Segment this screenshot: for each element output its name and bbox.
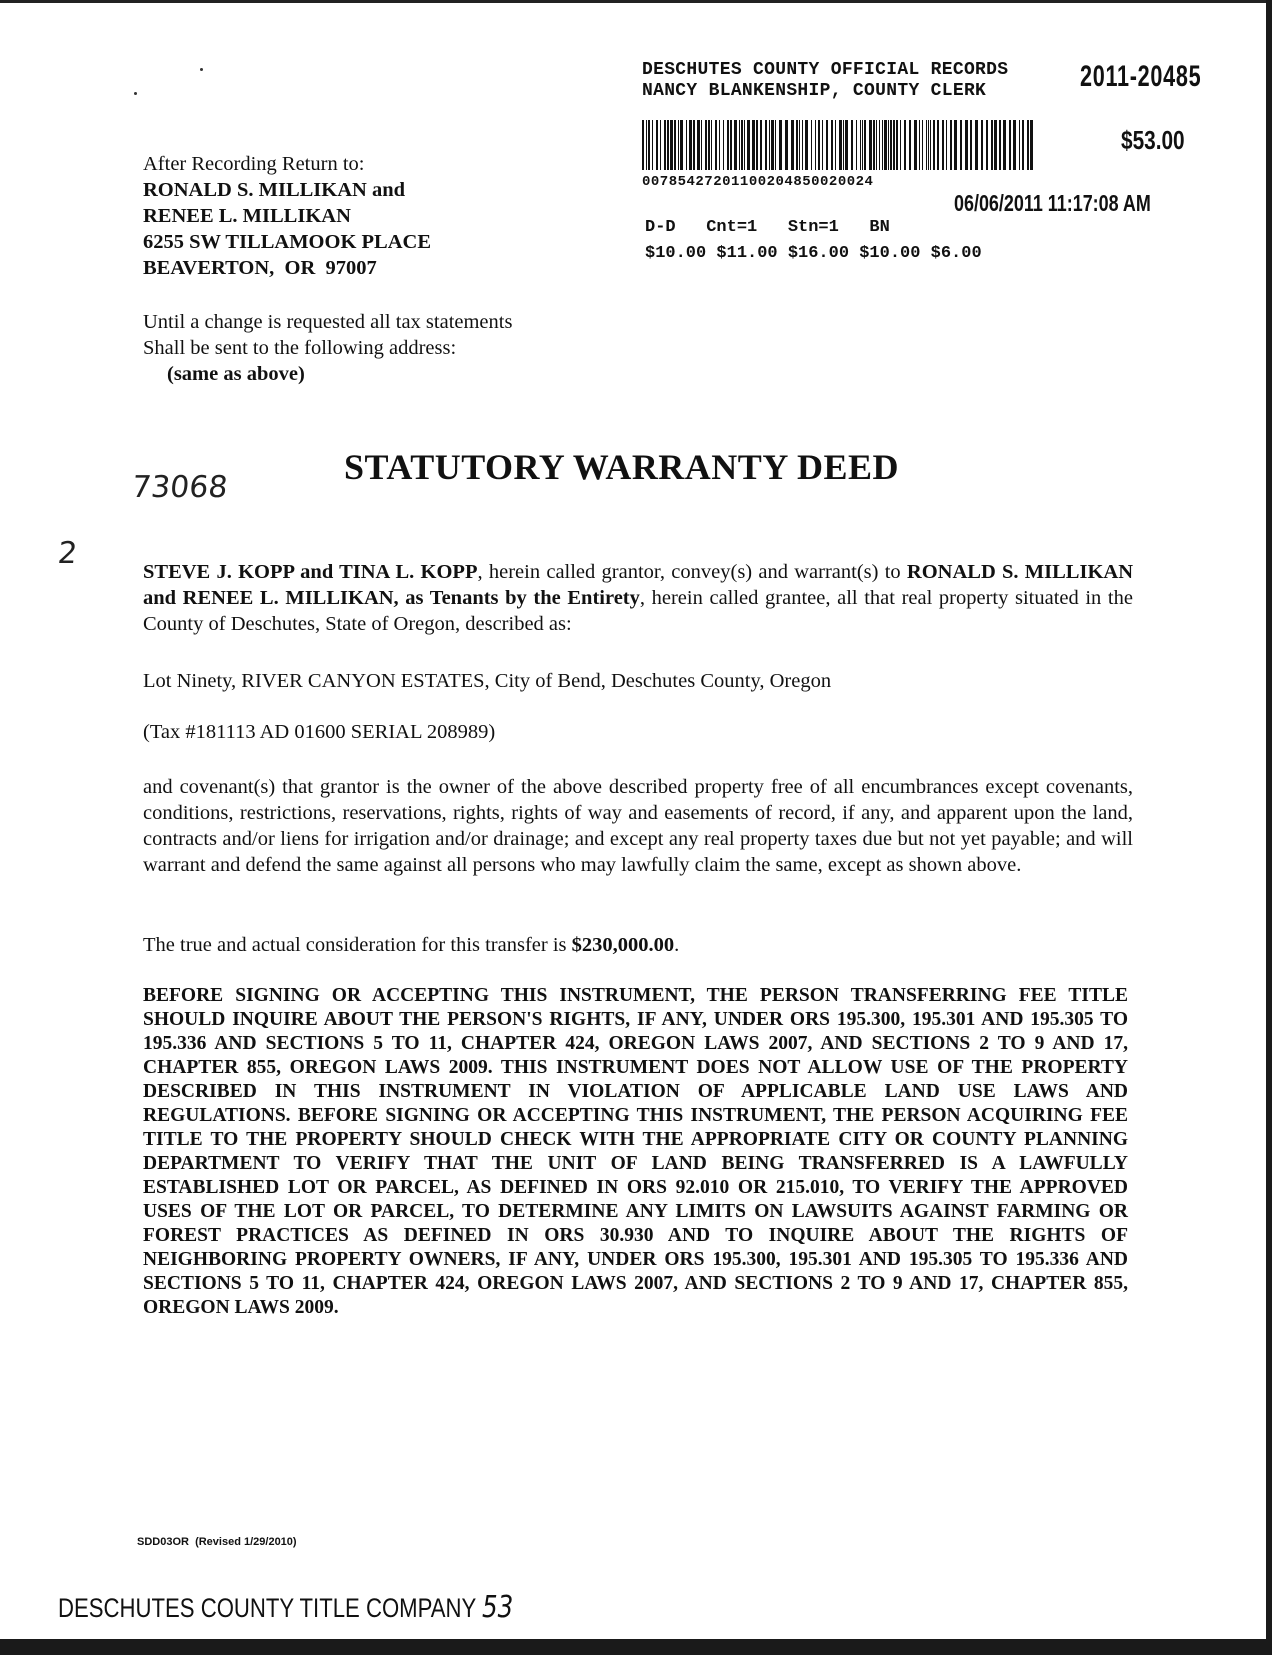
barcode-bar (711, 120, 712, 170)
return-heading: After Recording Return to: (143, 153, 365, 175)
barcode-bar (730, 120, 732, 170)
barcode-bar (1009, 120, 1011, 170)
barcode-bar (1022, 120, 1024, 170)
barcode-bar (741, 120, 743, 170)
barcode-bar (970, 120, 972, 170)
barcode-bar (646, 120, 647, 170)
barcode-bar (734, 120, 737, 170)
barcode-bar (765, 120, 767, 170)
barcode-bar (928, 120, 929, 170)
barcode-bar (960, 120, 962, 170)
barcode-bar (723, 120, 724, 170)
title-company-stamp (58, 1590, 513, 1625)
barcode-bar (756, 120, 758, 170)
barcode-bar (914, 120, 917, 170)
barcode-bar (660, 120, 661, 170)
covenant-paragraph: and covenant(s) that grantor is the owner of the above described property free of all encumbrances except covenants, conditions, restrictions, reservations, rights, rights of way and easements of record, if any, and apparent upon the land, contracts and/or liens for irrigation and/or drainage; and except any real property taxes due but not yet payable; and will warrant and defend the same against all persons who may lawfully claim the same, except as shown above. (143, 776, 1133, 876)
barcode-bar (652, 120, 653, 170)
barcode-bar (648, 120, 650, 170)
barcode-bar (708, 120, 710, 170)
barcode-bar (933, 120, 935, 170)
barcode-bar (856, 120, 857, 170)
return-street: 6255 SW TILLAMOOK PLACE (143, 231, 432, 253)
grantor-text: , herein called grantor, convey(s) and warrant(s) to (477, 561, 907, 583)
legal-description: Lot Ninety, RIVER CANYON ESTATES, City of Bend, Deschutes County, Oregon (143, 670, 832, 692)
scan-edge-bottom (0, 1639, 1272, 1655)
barcode-bar (719, 120, 720, 170)
barcode-bar (799, 120, 800, 170)
barcode-bar (656, 120, 658, 170)
barcode-bar (815, 120, 816, 170)
barcode-bar (835, 120, 836, 170)
recording-datetime: 06/06/2011 11:17:08 AM (954, 190, 1151, 216)
consideration-end: . (674, 934, 680, 956)
barcode-bar (879, 120, 880, 170)
barcode-bar (744, 120, 745, 170)
barcode-bar (805, 120, 808, 170)
barcode-bar (779, 120, 782, 170)
barcode-bar (678, 120, 679, 170)
barcode-bar (862, 120, 863, 170)
barcode-bar (701, 120, 702, 170)
tax-reference: (Tax #181113 AD 01600 SERIAL 208989) (143, 721, 496, 743)
barcode-bar (864, 120, 866, 170)
return-city-text: BEAVERTON, OR 97007 (143, 257, 377, 279)
barcode-bar (845, 120, 848, 170)
barcode-bar (802, 120, 803, 170)
form-code: SDD03OR (Revised 1/29/2010) (137, 1536, 297, 1548)
barcode-bar (975, 120, 978, 170)
grantor-names: STEVE J. KOPP and TINA L. KOPP (143, 561, 478, 583)
barcode-bar (873, 120, 875, 170)
barcode-bar (822, 120, 823, 170)
recording-codes (645, 218, 890, 237)
barcode-bar (904, 120, 906, 170)
barcode-bar (909, 120, 911, 170)
barcode-bar (890, 120, 892, 170)
barcode-bar (981, 120, 983, 170)
barcode-bar (843, 120, 844, 170)
record-number: 2011-20485 (1080, 60, 1202, 93)
barcode-bar (930, 120, 931, 170)
barcode-bar (752, 120, 755, 170)
barcode-bar (954, 120, 957, 170)
recording-barcode (642, 120, 1040, 170)
return-city (143, 255, 431, 281)
tax-line-1: Until a change is requested all tax statements (143, 311, 513, 333)
barcode-bar (999, 120, 1001, 170)
barcode-bar (876, 120, 877, 170)
barcode-bar (760, 120, 762, 170)
barcode-bar (926, 120, 927, 170)
barcode-bar (796, 120, 798, 170)
barcode-bar (1003, 120, 1006, 170)
statutory-notice: BEFORE SIGNING OR ACCEPTING THIS INSTRUMENT, THE PERSON TRANSFERRING FEE TITLE SHOULD INQUIRE ABOUT THE PERSON'S RIGHTS, IF ANY, UNDER ORS 195.300, 195.301 AND 195.305 TO 195.336 AND SECTIONS 5 TO 11, CHAPTER 424, OREGON LAWS 2007, AND SECTIONS 2 TO 9 AND 17, CHAPTER 855, OREGON LAWS 2009. THIS INSTRUMENT DOES NOT ALLOW USE OF THE PROPERTY DESCRIBED IN THIS INSTRUMENT IN VIOLATION OF APPLICABLE LAND USE LAWS AND REGULATIONS. BEFORE SIGNING OR ACCEPTING THIS INSTRUMENT, THE PERSON ACQUIRING FEE TITLE TO THE PROPERTY SHOULD CHECK WITH THE APPROPRIATE CITY OR COUNTY PLANNING DEPARTMENT TO VERIFY THAT THE UNIT OF LAND BEING TRANSFERRED IS A LAWFULLY ESTABLISHED LOT OR PARCEL, AS DEFINED IN ORS 92.010 OR 215.010, TO VERIFY THE APPROVED USES OF THE LOT OR PARCEL, TO DETERMINE ANY LIMITS ON LAWSUITS AGAINST FARMING OR FOREST PRACTICES AS DEFINED IN ORS 30.930 AND TO INQUIRE ABOUT THE RIGHTS OF NEIGHBORING PROPERTY OWNERS, IF ANY, UNDER ORS 195.300, 195.301 AND 195.305 TO 195.336 AND SECTIONS 5 TO 11, CHAPTER 424, OREGON LAWS 2007, AND SECTIONS 2 TO 9 AND 17, CHAPTER 855, OREGON LAWS 2009. (143, 985, 1128, 1318)
tax-statement-block (143, 309, 512, 387)
barcode-bar (1019, 120, 1020, 170)
barcode-bar (994, 120, 997, 170)
barcode-bar (1013, 120, 1016, 170)
barcode-bar (946, 120, 947, 170)
barcode-bar (811, 120, 812, 170)
barcode-bar (826, 120, 828, 170)
barcode-bar (791, 120, 794, 170)
barcode-bar (851, 120, 853, 170)
tax-line-3: (same as above) (167, 363, 305, 385)
barcode-bar (831, 120, 833, 170)
barcode-bar (686, 120, 687, 170)
handwritten-page-mark: 2 (56, 536, 79, 571)
barcode-bar (882, 120, 883, 170)
consideration-text: The true and actual consideration for this transfer is (143, 934, 572, 956)
barcode-bar (818, 120, 820, 170)
return-name-1: RONALD S. MILLIKAN and (143, 179, 405, 201)
barcode-bar (1027, 120, 1029, 170)
barcode-bar (705, 120, 707, 170)
barcode-bar (937, 120, 939, 170)
barcode-bar (860, 120, 861, 170)
handwritten-order-number: 73068 (130, 470, 230, 505)
barcode-bar (986, 120, 988, 170)
consideration-amount: $230,000.00 (571, 934, 675, 956)
barcode-bar (950, 120, 952, 170)
barcode-bar (715, 120, 717, 170)
barcode-bar (775, 120, 776, 170)
barcode-bar (693, 120, 695, 170)
barcode-bar (771, 120, 774, 170)
barcode-bar (739, 120, 740, 170)
barcode-bar (667, 120, 669, 170)
handwritten-page-number: 53 (482, 1590, 514, 1625)
barcode-bar (896, 120, 898, 170)
barcode-bar (769, 120, 770, 170)
barcode-bar (674, 120, 676, 170)
consideration-line (143, 932, 679, 958)
recording-codes-text: D-D Cnt=1 Stn=1 BN (645, 218, 890, 237)
barcode-bar (697, 120, 700, 170)
scan-speck (134, 92, 137, 95)
barcode-bar (991, 120, 993, 170)
document-title: STATUTORY WARRANTY DEED (344, 447, 899, 487)
barcode-bar (893, 120, 895, 170)
recording-office-line: DESCHUTES COUNTY OFFICIAL RECORDS (642, 60, 1009, 80)
grant-paragraph (143, 559, 1133, 637)
barcode-bar (670, 120, 673, 170)
barcode-bar (747, 120, 750, 170)
county-clerk-line: NANCY BLANKENSHIP, COUNTY CLERK (642, 81, 987, 101)
barcode-bar (727, 120, 729, 170)
barcode-bar (785, 120, 788, 170)
tax-line-2: Shall be sent to the following address: (143, 337, 457, 359)
recording-fee-breakdown: $10.00 $11.00 $16.00 $10.00 $6.00 (645, 244, 982, 263)
barcode-bar (884, 120, 887, 170)
barcode-bar (942, 120, 944, 170)
scan-edge-top (0, 0, 1272, 3)
barcode-bar (680, 120, 683, 170)
grantee-names: RONALD S. MILLIKAN and RENEE L. MILLIKAN, as Tenants by the Entirety (143, 561, 1133, 609)
barcode-bar (839, 120, 842, 170)
barcode-bar (965, 120, 968, 170)
return-address-block (143, 151, 431, 281)
total-recording-fee: $53.00 (1121, 125, 1185, 155)
barcode-bar (689, 120, 692, 170)
barcode-bar (922, 120, 923, 170)
scan-speck (200, 68, 203, 71)
barcode-bar (888, 120, 889, 170)
scan-edge-right (1266, 0, 1272, 1655)
return-name-2: RENEE L. MILLIKAN (143, 205, 351, 227)
barcode-digits: 00785427201100204850020024 (642, 174, 874, 190)
barcode-bar (642, 120, 644, 170)
title-company-name: DESCHUTES COUNTY TITLE COMPANY (58, 1593, 476, 1623)
barcode-bar (869, 120, 872, 170)
barcode-bar (900, 120, 901, 170)
barcode-bar (664, 120, 666, 170)
barcode-bar (1030, 120, 1033, 170)
barcode-bar (919, 120, 920, 170)
grantee-text: , herein called grantee, all that real property situated in the County of Deschutes, State of Oregon, described as: (143, 587, 1133, 635)
